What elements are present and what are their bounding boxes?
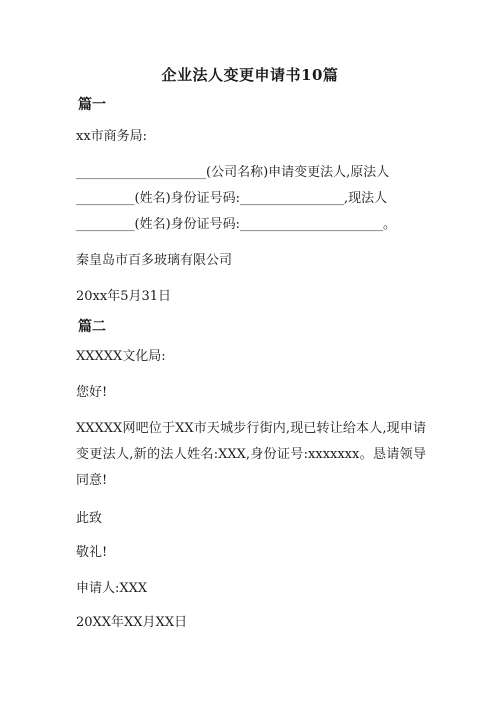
date-line-2: 20XX年XX月XX日 bbox=[76, 615, 188, 630]
form-line-2: _________(姓名)身份证号码:________________,现法人 bbox=[76, 191, 388, 206]
date-line-1: 20xx年5月31日 bbox=[76, 289, 172, 304]
form-line-3: _________(姓名)身份证号码:______________________。 bbox=[76, 217, 397, 232]
closing-line-1: 此致 bbox=[76, 511, 103, 526]
document-title: 企业法人变更申请书10篇 bbox=[161, 66, 339, 84]
recipient-line-2: XXXXX文化局: bbox=[76, 349, 166, 364]
applicant-line: 申请人:XXX bbox=[76, 581, 148, 596]
company-name: 秦皇岛市百多玻璃有限公司 bbox=[76, 253, 233, 268]
greeting-line: 您好! bbox=[76, 385, 108, 400]
section-heading-1: 篇一 bbox=[78, 97, 106, 113]
closing-line-2: 敬礼! bbox=[76, 545, 108, 560]
body-paragraph: XXXXX网吧位于XX市天城步行街内,现已转让给本人,现申请变更法人,新的法人姓名:XXX,身份证号:xxxxxxx。恳请领导同意! bbox=[76, 421, 426, 488]
section-heading-2: 篇二 bbox=[78, 319, 106, 335]
form-line-1: ____________________(公司名称)申请变更法人,原法人 bbox=[76, 165, 390, 180]
recipient-line: xx市商务局: bbox=[76, 129, 148, 144]
